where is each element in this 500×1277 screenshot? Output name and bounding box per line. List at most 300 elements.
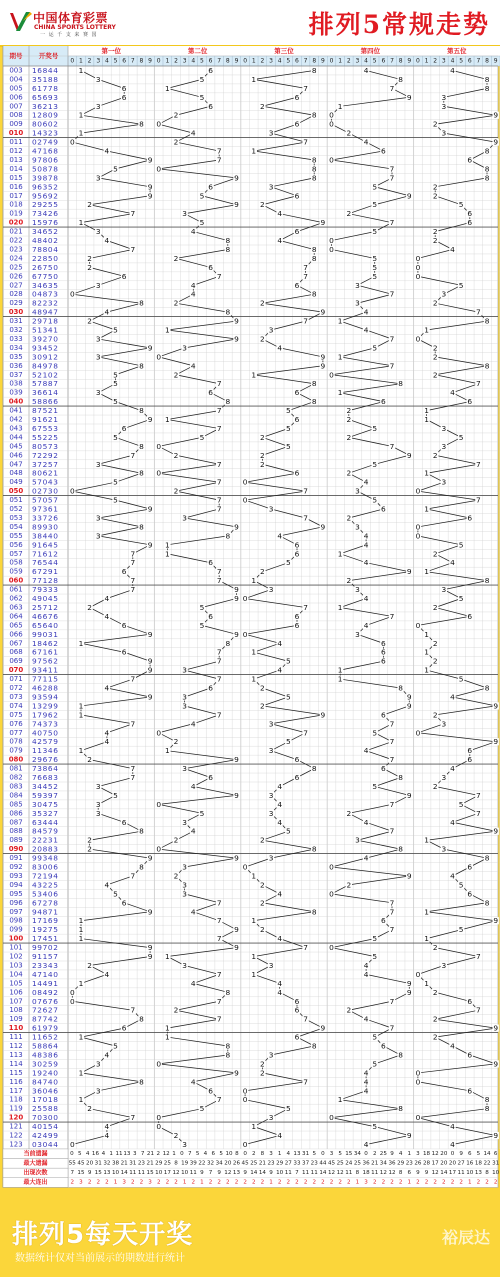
digit-marker: 3 (355, 522, 360, 532)
draw-number: 38440 (32, 531, 59, 541)
digit-marker: 0 (69, 987, 75, 997)
digit-marker: 5 (199, 1104, 205, 1114)
digit-marker: 9 (493, 737, 499, 747)
draw-number: 30912 (32, 352, 59, 362)
stat-value: 15 (345, 1150, 353, 1157)
digit-marker: 1 (78, 916, 84, 926)
digit-marker: 0 (69, 486, 75, 496)
digit-marker: 1 (78, 1095, 84, 1105)
stat-value: 26 (414, 1160, 422, 1167)
draw-number: 14491 (32, 978, 59, 988)
digit-marker: 5 (113, 379, 118, 389)
digit-marker: 3 (95, 173, 101, 183)
digit-marker: 8 (484, 164, 490, 174)
digit-marker: 4 (363, 307, 369, 317)
stat-value: 3 (122, 1179, 126, 1186)
digit-header-label: 5 (286, 57, 291, 65)
digit-marker: 2 (87, 755, 92, 765)
digit-marker: 7 (216, 459, 222, 469)
digit-marker: 7 (216, 898, 222, 908)
digit-marker: 2 (260, 683, 265, 693)
digit-marker: 1 (251, 916, 257, 926)
issue-label: 090 (8, 845, 24, 854)
digit-header-label: 1 (338, 57, 343, 65)
stat-value: 6 (211, 1150, 216, 1157)
digit-marker: 6 (381, 710, 386, 720)
stat-value: 2 (286, 1179, 291, 1186)
draw-number: 50878 (32, 164, 59, 174)
digit-marker: 3 (441, 719, 447, 729)
issue-label: 013 (9, 155, 23, 164)
digit-header-label: 9 (148, 57, 152, 65)
stat-value: 8 (398, 1169, 403, 1176)
digit-marker: 7 (130, 585, 136, 595)
digit-marker: 3 (441, 423, 447, 433)
issue-label: 007 (9, 102, 23, 111)
issue-label: 062 (9, 594, 23, 603)
digit-marker: 9 (406, 978, 412, 988)
digit-header-label: 4 (277, 57, 282, 65)
stat-value: 1 (407, 1179, 412, 1186)
digit-marker: 0 (156, 844, 162, 854)
draw-number: 99031 (32, 629, 59, 639)
digit-marker: 9 (320, 710, 326, 720)
digit-marker: 0 (242, 629, 248, 639)
stat-value: 9 (269, 1169, 273, 1176)
digit-marker: 6 (381, 638, 386, 648)
draw-number: 97562 (32, 656, 59, 666)
digit-marker: 7 (216, 916, 222, 926)
digit-marker: 6 (381, 764, 386, 774)
digit-marker: 1 (78, 1068, 84, 1078)
digit-header-label: 6 (208, 57, 213, 65)
draw-number: 26750 (32, 262, 59, 272)
stat-value: 8 (260, 1150, 265, 1157)
digit-marker: 1 (78, 710, 84, 720)
stat-value: 6 (467, 1150, 472, 1157)
banner-title: 排列5每天开奖 (12, 1220, 194, 1250)
digit-header-label: 4 (191, 57, 196, 65)
digit-marker: 1 (251, 1122, 257, 1132)
digit-marker: 1 (337, 674, 343, 684)
draw-number: 47140 (32, 969, 59, 979)
digit-marker: 1 (78, 638, 84, 648)
digit-marker: 1 (337, 1095, 343, 1105)
digit-header-label: 6 (381, 57, 386, 65)
digit-header-label: 1 (251, 57, 256, 65)
digit-marker: 9 (493, 137, 499, 147)
digit-marker: 7 (389, 1023, 395, 1033)
digit-marker: 5 (458, 880, 464, 890)
draw-number: 12809 (32, 110, 59, 120)
digit-marker: 1 (424, 835, 429, 845)
digit-marker: 1 (424, 468, 429, 478)
digit-marker: 0 (156, 728, 162, 738)
digit-marker: 3 (268, 504, 274, 514)
digit-marker: 3 (95, 334, 101, 344)
digit-marker: 7 (389, 611, 395, 621)
stat-value: 12 (224, 1169, 232, 1176)
issue-label: 101 (9, 943, 23, 952)
digit-header-label: 0 (416, 57, 420, 65)
digit-marker: 5 (372, 1032, 378, 1042)
draw-number: 30259 (32, 1059, 59, 1069)
digit-marker: 6 (208, 558, 213, 568)
digit-marker: 4 (277, 799, 283, 809)
digit-marker: 3 (441, 844, 447, 854)
digit-header-label: 9 (320, 57, 325, 65)
digit-marker: 4 (450, 1041, 455, 1051)
digit-marker: 7 (216, 379, 222, 389)
digit-marker: 8 (139, 441, 144, 451)
issue-label: 052 (9, 505, 23, 514)
digit-marker: 3 (268, 719, 274, 729)
digit-marker: 9 (147, 656, 153, 666)
digit-marker: 0 (69, 1139, 75, 1149)
stat-label: 最大连出 (23, 1179, 48, 1187)
digit-marker: 2 (260, 101, 265, 111)
digit-marker: 3 (268, 325, 274, 335)
digit-marker: 4 (190, 907, 196, 917)
digit-marker: 3 (441, 477, 447, 487)
digit-marker: 2 (173, 137, 179, 147)
digit-marker: 3 (95, 352, 101, 362)
issue-label: 015 (9, 173, 23, 182)
stat-value: 4 (286, 1150, 291, 1157)
digit-marker: 9 (147, 629, 153, 639)
stat-value: 2 (329, 1179, 334, 1186)
stat-value: 29 (397, 1160, 405, 1167)
draw-number: 13299 (32, 701, 59, 711)
issue-label: 005 (9, 84, 23, 93)
digit-marker: 6 (208, 388, 213, 398)
draw-number: 67750 (32, 271, 59, 281)
digit-marker: 2 (432, 1032, 438, 1042)
digit-marker: 0 (242, 862, 248, 872)
digit-marker: 3 (355, 280, 360, 290)
digit-marker: 6 (294, 996, 300, 1006)
digit-marker: 8 (484, 853, 490, 863)
draw-number: 35188 (32, 74, 59, 84)
stat-value: 10 (276, 1169, 284, 1176)
digit-header-label: 0 (329, 57, 334, 65)
issue-label: 054 (9, 522, 23, 531)
digit-marker: 4 (363, 531, 369, 541)
digit-header-label: 8 (139, 57, 144, 65)
draw-number: 48402 (32, 236, 59, 246)
issue-label: 096 (9, 898, 23, 907)
stat-value: 2 (416, 1179, 420, 1186)
digit-marker: 0 (415, 728, 421, 738)
draw-number: 74373 (32, 719, 59, 729)
draw-number: 53406 (32, 889, 59, 899)
digit-marker: 0 (242, 495, 248, 505)
stat-value: 7 (208, 1169, 213, 1176)
digit-marker: 6 (208, 65, 213, 75)
digit-marker: 6 (467, 397, 473, 407)
issue-label: 064 (9, 612, 23, 621)
digit-marker: 8 (484, 576, 490, 586)
digit-marker: 8 (225, 244, 231, 254)
digit-header-label: 7 (217, 57, 222, 65)
issue-label: 078 (9, 737, 23, 746)
digit-marker: 3 (95, 280, 101, 290)
draw-number: 77115 (32, 674, 59, 684)
digit-marker: 5 (199, 808, 205, 818)
draw-number: 49045 (32, 594, 59, 604)
digit-marker: 7 (216, 477, 222, 487)
stat-value: 1 (407, 1150, 412, 1157)
digit-header-label: 2 (433, 57, 438, 65)
stat-value: 12 (431, 1169, 439, 1176)
digit-marker: 8 (139, 298, 144, 308)
digit-marker: 1 (78, 701, 84, 711)
digit-marker: 5 (372, 200, 378, 210)
stat-value: 2 (433, 1179, 437, 1186)
issue-label: 102 (9, 952, 23, 961)
digit-marker: 8 (139, 862, 144, 872)
stat-value: 2 (87, 1179, 92, 1186)
stat-value: 18 (362, 1169, 370, 1176)
digit-marker: 1 (251, 969, 257, 979)
digit-marker: 6 (121, 567, 127, 577)
digit-marker: 8 (398, 1050, 403, 1060)
digit-marker: 9 (147, 665, 153, 675)
draw-number: 29676 (32, 755, 59, 765)
stat-value: 23 (310, 1160, 318, 1167)
digit-marker: 2 (87, 253, 92, 263)
digit-marker: 6 (208, 182, 213, 192)
issue-label: 045 (9, 442, 23, 451)
digit-marker: 0 (156, 119, 162, 129)
issue-label: 113 (9, 1050, 23, 1059)
digit-marker: 6 (467, 513, 473, 523)
digit-header-label: 9 (407, 57, 412, 65)
digit-marker: 9 (147, 907, 153, 917)
stat-value: 2 (442, 1179, 446, 1186)
digit-marker: 5 (113, 397, 118, 407)
digit-marker: 4 (277, 343, 283, 353)
digit-marker: 3 (268, 790, 274, 800)
draw-number: 34635 (32, 280, 59, 290)
digit-marker: 3 (182, 692, 187, 702)
issue-label: 006 (9, 93, 23, 102)
digit-marker: 3 (95, 101, 101, 111)
digit-marker: 4 (104, 1122, 110, 1132)
digit-marker: 0 (156, 164, 162, 174)
issue-label: 073 (9, 692, 23, 701)
digit-marker: 3 (268, 960, 274, 970)
stat-value: 20 (448, 1160, 457, 1167)
issue-label: 020 (8, 218, 24, 227)
digit-marker: 6 (294, 119, 300, 129)
stat-value: 11 (284, 1169, 292, 1176)
lottery-logo-icon (7, 9, 33, 35)
digit-header-label: 7 (130, 57, 135, 65)
stat-value: 14 (483, 1150, 491, 1157)
digit-marker: 5 (113, 790, 118, 800)
stat-value: 15 (146, 1169, 154, 1176)
digit-marker: 2 (173, 1005, 179, 1015)
digit-marker: 4 (363, 325, 369, 335)
issue-label: 046 (9, 451, 23, 460)
digit-marker: 5 (372, 1059, 378, 1069)
digit-marker: 6 (121, 83, 127, 93)
issue-label: 076 (9, 719, 23, 728)
draw-number: 63444 (32, 817, 59, 827)
draw-number: 97361 (32, 504, 59, 514)
digit-marker: 1 (337, 602, 343, 612)
draw-number: 11346 (32, 746, 59, 756)
stat-value: 2 (476, 1179, 481, 1186)
draw-number: 72292 (32, 450, 59, 460)
digit-marker: 6 (467, 996, 473, 1006)
digit-marker: 1 (78, 65, 84, 75)
digit-marker: 8 (311, 164, 317, 174)
issue-label: 044 (9, 433, 23, 442)
digit-marker: 1 (424, 665, 429, 675)
digit-marker: 3 (268, 746, 274, 756)
digit-marker: 0 (156, 468, 162, 478)
stat-value: 1 (172, 1150, 176, 1157)
digit-marker: 9 (493, 110, 499, 120)
draw-number: 18462 (32, 638, 59, 648)
stat-value: 6 (493, 1150, 498, 1157)
digit-marker: 5 (372, 1122, 378, 1132)
stat-value: 1 (355, 1179, 360, 1186)
digit-marker: 0 (329, 119, 334, 129)
digit-marker: 7 (303, 1077, 308, 1087)
digit-marker: 6 (467, 611, 473, 621)
digit-marker: 4 (363, 594, 369, 604)
issue-label: 027 (9, 281, 23, 290)
stat-value: 18 (474, 1160, 482, 1167)
digit-marker: 1 (78, 218, 84, 228)
digit-marker: 0 (415, 1113, 421, 1123)
draw-number: 37257 (32, 459, 59, 469)
digit-marker: 2 (173, 450, 179, 460)
draw-number: 91157 (32, 952, 59, 962)
digit-marker: 3 (95, 1086, 101, 1096)
digit-marker: 1 (78, 110, 84, 120)
stat-value: 29 (155, 1160, 163, 1167)
digit-marker: 4 (363, 1014, 369, 1024)
stat-value: 4 (101, 1150, 106, 1157)
stat-label: 当前遗漏 (23, 1150, 48, 1158)
digit-marker: 4 (363, 540, 369, 550)
digit-marker: 6 (294, 549, 300, 559)
draw-number: 84978 (32, 361, 59, 371)
stat-value: 0 (180, 1150, 184, 1157)
digit-marker: 6 (294, 468, 300, 478)
digit-marker: 5 (113, 889, 118, 899)
digit-marker: 4 (190, 128, 196, 138)
digit-marker: 5 (372, 952, 378, 962)
issue-label: 041 (9, 406, 23, 415)
digit-marker: 7 (130, 871, 136, 881)
issue-label: 083 (9, 782, 23, 791)
digit-marker: 8 (398, 379, 403, 389)
stat-value: 20 (224, 1160, 232, 1167)
bottom-banner (0, 1212, 500, 1277)
digit-marker: 6 (208, 683, 213, 693)
draw-number: 39878 (32, 173, 59, 183)
digit-marker: 2 (432, 602, 438, 612)
draw-number: 70300 (32, 1113, 59, 1123)
digit-marker: 5 (372, 495, 378, 505)
digit-header-label: 3 (269, 57, 273, 65)
digit-marker: 9 (406, 871, 412, 881)
digit-marker: 8 (225, 1041, 231, 1051)
stat-value: 3 (416, 1150, 420, 1157)
digit-marker: 2 (173, 486, 179, 496)
digit-marker: 2 (346, 513, 352, 523)
digit-header-label: 5 (459, 57, 464, 65)
digit-marker: 9 (320, 1023, 326, 1033)
draw-number: 34452 (32, 781, 59, 791)
draw-number: 08492 (32, 987, 59, 997)
stat-value: 20 (86, 1160, 94, 1167)
digit-marker: 0 (242, 477, 248, 487)
digit-marker: 6 (208, 262, 213, 272)
digit-marker: 5 (458, 594, 464, 604)
stat-value: 20 (440, 1160, 448, 1167)
stat-value: 2 (381, 1179, 386, 1186)
issue-label: 021 (9, 227, 23, 236)
draw-number: 11652 (32, 1032, 59, 1042)
draw-number: 83006 (32, 862, 59, 872)
digit-marker: 7 (476, 790, 481, 800)
digit-marker: 1 (337, 549, 343, 559)
digit-marker: 8 (311, 397, 317, 407)
digit-marker: 8 (139, 826, 144, 836)
draw-number: 29718 (32, 316, 59, 326)
digit-marker: 5 (458, 540, 464, 550)
digit-marker: 1 (424, 978, 429, 988)
draw-number: 80602 (32, 119, 59, 129)
digit-marker: 3 (441, 289, 447, 299)
digit-marker: 2 (260, 1059, 265, 1069)
stat-value: 2 (493, 1179, 498, 1186)
digit-marker: 2 (173, 298, 179, 308)
issue-label: 112 (9, 1042, 23, 1051)
stat-value: 9 (87, 1169, 92, 1176)
digit-marker: 0 (242, 1139, 248, 1149)
issue-label: 123 (9, 1140, 23, 1149)
draw-number: 46676 (32, 611, 59, 621)
digit-marker: 0 (242, 594, 248, 604)
draw-number: 48947 (32, 307, 59, 317)
digit-header-label: 1 (165, 57, 170, 65)
digit-marker: 0 (156, 1059, 162, 1069)
digit-marker: 4 (363, 137, 369, 147)
digit-marker: 3 (268, 182, 274, 192)
draw-number: 61979 (32, 1023, 59, 1033)
draw-number: 33726 (32, 513, 59, 523)
issue-label: 103 (9, 961, 23, 970)
issue-label: 047 (9, 460, 23, 469)
digit-marker: 7 (389, 826, 395, 836)
stat-value: 38 (111, 1160, 120, 1167)
digit-marker: 7 (303, 83, 308, 93)
issue-label: 055 (9, 531, 23, 540)
digit-marker: 9 (234, 522, 239, 532)
digit-marker: 7 (216, 567, 222, 577)
digit-header-label: 5 (200, 57, 204, 65)
digit-marker: 6 (208, 611, 213, 621)
digit-marker: 4 (450, 871, 455, 881)
digit-marker: 3 (95, 227, 101, 237)
